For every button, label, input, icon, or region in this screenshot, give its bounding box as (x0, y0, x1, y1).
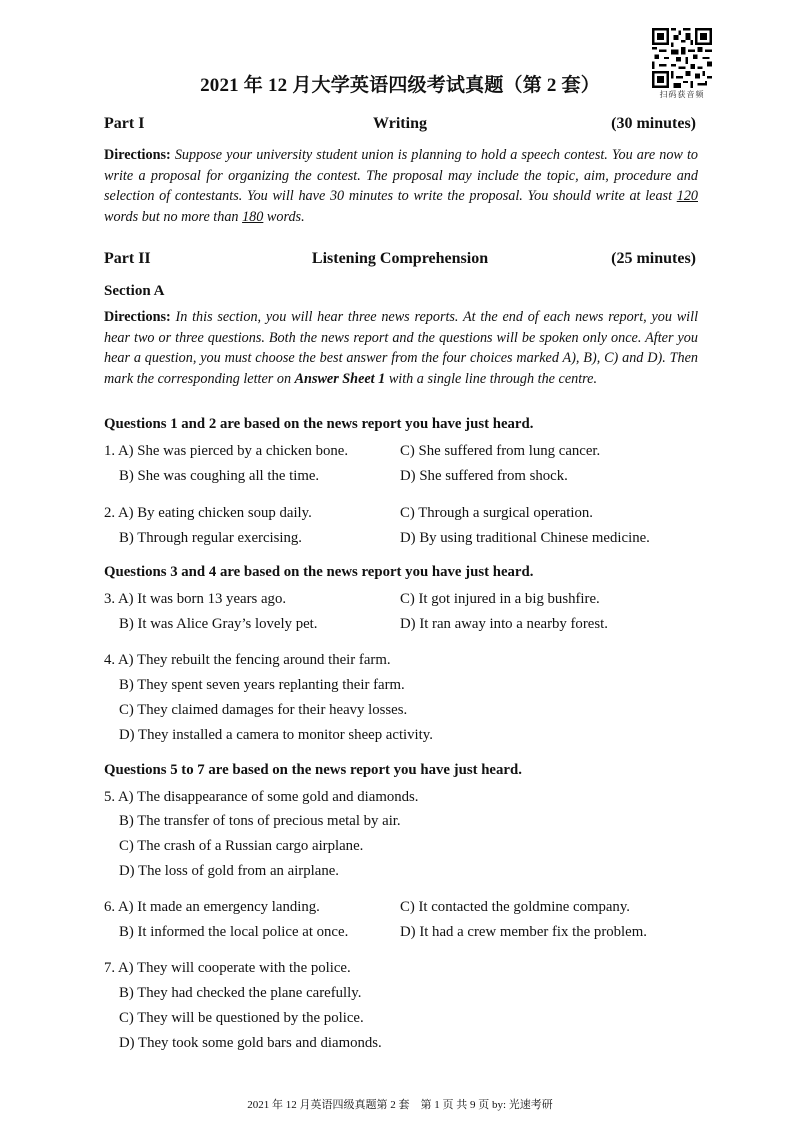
q4-option-c: C) They claimed damages for their heavy losses. (119, 702, 408, 718)
part1-name: Writing (373, 115, 427, 132)
q2-option-a: 2. A) By eating chicken soup daily. (104, 505, 312, 521)
section-a-heading: Section A (104, 283, 165, 299)
part2-directions-text-1: In this section, you will hear three news reports. At the end of each news report, you will hear two or three questions. Both the news report and the questions will be spoken only once. After you hear a question, you must choose the best answer from the four choices marked A), B), C) and D). Then mark the corresponding letter on (104, 309, 699, 387)
part1-directions (104, 145, 698, 227)
q6-option-a: 6. A) It made an emergency landing. (104, 899, 320, 915)
max-words: 180 (242, 208, 264, 225)
page-footer: 2021 年 12 月英语四级真题第 2 套 第 1 页 共 9 页 by: 光速考研 (247, 1099, 553, 1111)
part1-directions-text-1: Suppose your university student union is planning to hold a speech contest. You are now to write a proposal for organizing the contest. The proposal may include the topic, aim, procedure and selection of contestants. You will have 30 minutes to write the proposal. You should write at least (104, 147, 699, 205)
answer-sheet-ref: Answer Sheet 1 (294, 370, 386, 387)
q7-option-d: D) They took some gold bars and diamonds. (119, 1035, 382, 1051)
q2-option-c: C) Through a surgical operation. (400, 505, 594, 521)
part2-time: (25 minutes) (611, 250, 696, 267)
q3-option-d: D) It ran away into a nearby forest. (400, 616, 608, 632)
part2-name: Listening Comprehension (311, 250, 489, 267)
q1-option-a: 1. A) She was pierced by a chicken bone. (104, 443, 349, 459)
q2-option-b: B) Through regular exercising. (119, 530, 302, 546)
q1-option-b: B) She was coughing all the time. (119, 468, 320, 484)
group-heading-3: Questions 5 to 7 are based on the news report you have just heard. (104, 762, 522, 778)
q3-option-b: B) It was Alice Gray’s lovely pet. (119, 616, 318, 632)
part2-label: Part II (104, 250, 151, 267)
q3-option-a: 3. A) It was born 13 years ago. (104, 591, 287, 607)
q4-option-d: D) They installed a camera to monitor sheep activity. (119, 727, 433, 743)
part2-directions (104, 307, 698, 389)
q5-option-a: 5. A) The disappearance of some gold and diamonds. (104, 789, 419, 805)
part1-header (104, 115, 696, 137)
q2-option-d: D) By using traditional Chinese medicine. (400, 530, 650, 546)
group-heading-2: Questions 3 and 4 are based on the news report you have just heard. (104, 564, 534, 580)
q6-option-c: C) It contacted the goldmine company. (400, 899, 630, 915)
q1-option-d: D) She suffered from shock. (400, 468, 568, 484)
group-heading-1: Questions 1 and 2 are based on the news report you have just heard. (104, 416, 534, 432)
part2-header (104, 250, 696, 272)
part1-label: Part I (104, 115, 145, 132)
q4-option-a: 4. A) They rebuilt the fencing around their farm. (104, 652, 391, 668)
q1-option-c: C) She suffered from lung cancer. (400, 443, 601, 459)
q4-option-b: B) They spent seven years replanting their farm. (119, 677, 405, 693)
min-words: 120 (676, 188, 698, 205)
qr-code-icon (652, 28, 712, 88)
q6-option-b: B) It informed the local police at once. (119, 924, 349, 940)
part1-directions-label: Directions: (104, 147, 171, 163)
part1-directions-text-2: words but no more than (104, 208, 243, 225)
part2-directions-label: Directions: (104, 309, 171, 325)
q5-option-c: C) The crash of a Russian cargo airplane. (119, 838, 364, 854)
part1-time: (30 minutes) (611, 115, 696, 132)
q6-option-d: D) It had a crew member fix the problem. (400, 924, 647, 940)
q3-option-c: C) It got injured in a big bushfire. (400, 591, 600, 607)
qr-caption: 扫码获音频 (659, 90, 705, 99)
part1-directions-text-3: words. (263, 208, 305, 225)
q7-option-b: B) They had checked the plane carefully. (119, 985, 362, 1001)
part2-directions-text-2: with a single line through the centre. (385, 370, 597, 387)
q7-option-a: 7. A) They will cooperate with the police. (104, 960, 351, 976)
q5-option-d: D) The loss of gold from an airplane. (119, 863, 339, 879)
q7-option-c: C) They will be questioned by the police. (119, 1010, 364, 1026)
q5-option-b: B) The transfer of tons of precious metal by air. (119, 813, 401, 829)
exam-title: 2021 年 12 月大学英语四级考试真题（第 2 套） (200, 75, 600, 96)
